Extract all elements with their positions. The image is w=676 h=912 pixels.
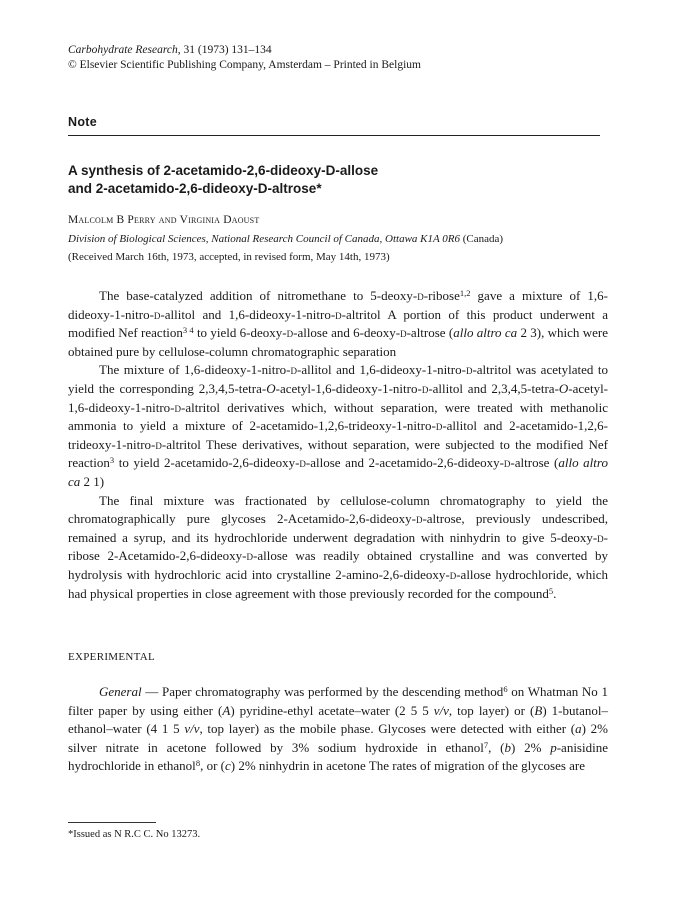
section-label: Note	[68, 115, 600, 136]
publisher-line: © Elsevier Scientific Publishing Company, Amsterdam – Printed in Belgium	[68, 59, 421, 71]
journal-header	[68, 43, 421, 73]
experimental-heading: EXPERIMENTAL	[68, 651, 156, 663]
paragraph: The final mixture was fractionated by cellulose-column chromatography to yield the chromatographically pure glycoses 2-Acetamido-2,6-dideoxy-d-altrose, previously undescribed, remained a syrup, and its hydrochloride underwent degradation with ninhydrin to give 5-deoxy-d-ribose 2-Acetamido-2,6-dideoxy-d-allose was readily obtained crystalline and was converted by hydrolysis with hydrochloric acid into crystalline 2-amino-2,6-dideoxy-d-allose hydrochloride, which had physical properties in close agreement with those previously recorded for the compound$^5$.	[68, 492, 608, 601]
affiliation-country: (Canada)	[462, 233, 504, 245]
paragraph: The base-catalyzed addition of nitromethane to 5-deoxy-d-ribose$^{1,2}$ gave a mixture of 1,6-dideoxy-1-nitro-d-allitol and 1,6-dideoxy-1-nitro-d-altritol A portion of this product underwent a modified Nef reaction$^{3 4}$ to yield 6-deoxy-d-allose and 6-deoxy-d-altrose (allo altro ca 2 3), which were obtained pure by cellulose-column chromatographic separation	[68, 288, 609, 359]
journal-name: Carbohydrate Research	[68, 44, 178, 56]
affiliation-main: Division of Biological Sciences, National Research Council of Canada, Ottawa K1A 0R6	[68, 233, 463, 245]
journal-citation: , 31 (1973) 131–134	[177, 44, 272, 56]
paragraph: The mixture of 1,6-dideoxy-1-nitro-d-allitol and 1,6-dideoxy-1-nitro-d-altritol was acetylated to yield the corresponding 2,3,4,5-tetra-O-acetyl-1,6-dideoxy-1-nitro-d-allitol and 2,3,4,5-tetra-O-acetyl-1,6-dideoxy-1-nitro-d-altritol derivatives which, without separation, were treated with methanolic ammonia to yield a mixture of 2-acetamido-1,2,6-trideoxy-1-nitro-d-allitol and 2-acetamido-1,2,6-trideoxy-1-nitro-d-altritol These derivatives, without separation, were subjected to the modified Nef reaction$^3$ to yield 2-acetamido-2,6-dideoxy-d-allose and 2-acetamido-2,6-dideoxy-d-altrose (allo altro ca 2 1)	[68, 362, 609, 489]
author-list: Malcolm B Perry and Virginia Daoust	[68, 214, 260, 226]
article-body	[68, 287, 608, 603]
received-dates: (Received March 16th, 1973, accepted, in revised form, May 14th, 1973)	[68, 251, 390, 263]
footnote-divider	[68, 822, 156, 823]
title-line-1: A synthesis of 2-acetamido-2,6-dideoxy-D-allose	[68, 163, 379, 178]
experimental-body	[68, 683, 608, 776]
footnote: *Issued as N R.C C. No 13273.	[68, 829, 201, 840]
paragraph: General — Paper chromatography was performed by the descending method$^6$ on Whatman No 1 filter paper by using either (A) pyridine-ethyl acetate–water (2 5 5 v/v, top layer) or (B) 1-butanol–ethanol–water (4 1 5 v/v, top layer) as the mobile phase. Glycoses were detected with either (a) 2% silver nitrate in acetone followed by 3% sodium hydroxide in ethanol$^7$, (b) 2% p-anisidine hydrochloride in ethanol$^8$, or (c) 2% ninhydrin in acetone The rates of migration of the glycoses are	[68, 684, 608, 774]
affiliation	[68, 233, 503, 245]
title-line-2: and 2-acetamido-2,6-dideoxy-D-altrose*	[68, 181, 322, 196]
article-title	[68, 162, 608, 198]
